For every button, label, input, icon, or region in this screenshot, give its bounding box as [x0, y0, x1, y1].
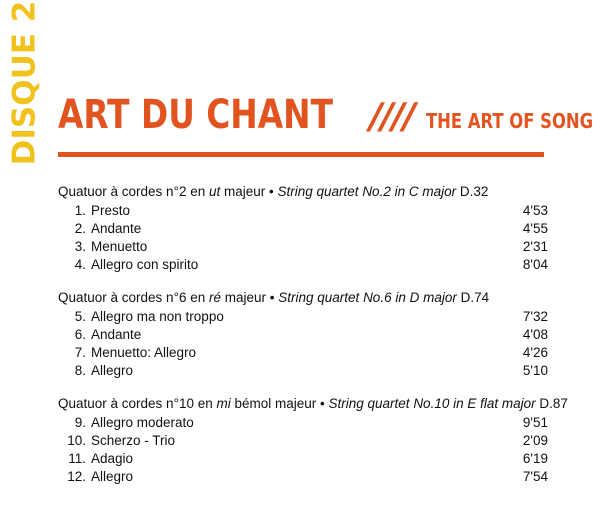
track-number: 8. — [74, 363, 86, 378]
work-title — [58, 182, 548, 202]
track-row — [58, 362, 548, 380]
work-key-fr: ut — [209, 184, 221, 199]
track-row — [58, 450, 548, 468]
track-duration: 2'31 — [522, 239, 548, 254]
track-name: Presto — [91, 203, 131, 218]
track-row — [58, 468, 548, 486]
track-number: 2. — [74, 221, 86, 236]
track-row — [58, 326, 548, 344]
track-name: Adagio — [91, 451, 134, 466]
work-title-en: String quartet No.10 in E flat major — [328, 396, 536, 411]
track-number: 5. — [74, 309, 86, 324]
work-title-fr: Quatuor à cordes n°6 en — [58, 290, 209, 305]
work-title-fr: Quatuor à cordes n°10 en — [58, 396, 217, 411]
work-title-en: String quartet No.2 in C major — [277, 184, 457, 199]
track-name: Scherzo - Trio — [91, 433, 176, 448]
tracklist — [58, 182, 568, 500]
title-slashes: //// — [369, 96, 414, 137]
track-row — [58, 238, 548, 256]
track-duration: 7'32 — [522, 309, 548, 324]
track-name: Allegro ma non troppo — [91, 309, 224, 324]
work-catalog: D.74 — [456, 290, 490, 305]
track-row — [58, 256, 548, 274]
track-duration: 2'09 — [522, 433, 548, 448]
track-number: 12. — [67, 469, 86, 484]
work-catalog: D.32 — [456, 184, 489, 199]
track-name: Allegro moderato — [91, 415, 194, 430]
track-duration: 8'04 — [522, 257, 548, 272]
track-name: Menuetto — [91, 239, 148, 254]
work — [58, 182, 548, 274]
track-row — [58, 202, 548, 220]
track-number: 3. — [74, 239, 86, 254]
work-title-en: String quartet No.6 in D major — [278, 290, 457, 305]
track-duration: 4'55 — [522, 221, 548, 236]
page-title: ART DU CHANT — [58, 92, 333, 138]
track-duration: 7'54 — [522, 469, 548, 484]
track-number: 1. — [74, 203, 86, 218]
work — [58, 288, 548, 380]
disc-label — [4, 0, 44, 166]
track-row — [58, 344, 548, 362]
track-name: Andante — [91, 221, 142, 236]
track-duration: 9'51 — [522, 415, 548, 430]
work-key-fr: ré — [209, 290, 222, 305]
track-name: Andante — [91, 327, 142, 342]
track-number: 9. — [74, 415, 86, 430]
track-duration: 6'19 — [522, 451, 548, 466]
work-title-fr: Quatuor à cordes n°2 en — [58, 184, 209, 199]
track-row — [58, 432, 548, 450]
track-duration: 4'08 — [522, 327, 548, 342]
header — [58, 92, 594, 144]
track-name: Allegro con spirito — [91, 257, 199, 272]
track-row — [58, 308, 548, 326]
track-name: Menuetto: Allegro — [91, 345, 197, 360]
work-title — [58, 394, 568, 414]
track-number: 11. — [68, 451, 86, 466]
track-duration: 4'26 — [522, 345, 548, 360]
track-number: 6. — [74, 327, 86, 342]
track-duration: 4'53 — [522, 203, 548, 218]
track-number: 7. — [74, 345, 86, 360]
track-name: Allegro — [91, 469, 134, 484]
work-title-fr-rest: majeur • — [220, 184, 278, 199]
page-subtitle: THE ART OF SONG — [425, 109, 594, 133]
work-title-fr-rest: majeur • — [221, 290, 279, 305]
track-name: Allegro — [91, 363, 134, 378]
track-row — [58, 414, 548, 432]
track-row — [58, 220, 548, 238]
track-duration: 5'10 — [522, 363, 548, 378]
work-catalog: D.87 — [535, 396, 568, 411]
header-rule — [58, 152, 544, 157]
work-title — [58, 288, 548, 308]
work-key-fr: mi — [216, 396, 231, 411]
work-title-fr-rest: bémol majeur • — [230, 396, 329, 411]
disc-label-text: DISQUE 2 — [6, 0, 43, 166]
track-number: 4. — [74, 257, 86, 272]
work — [58, 394, 568, 486]
track-number: 10. — [67, 433, 86, 448]
